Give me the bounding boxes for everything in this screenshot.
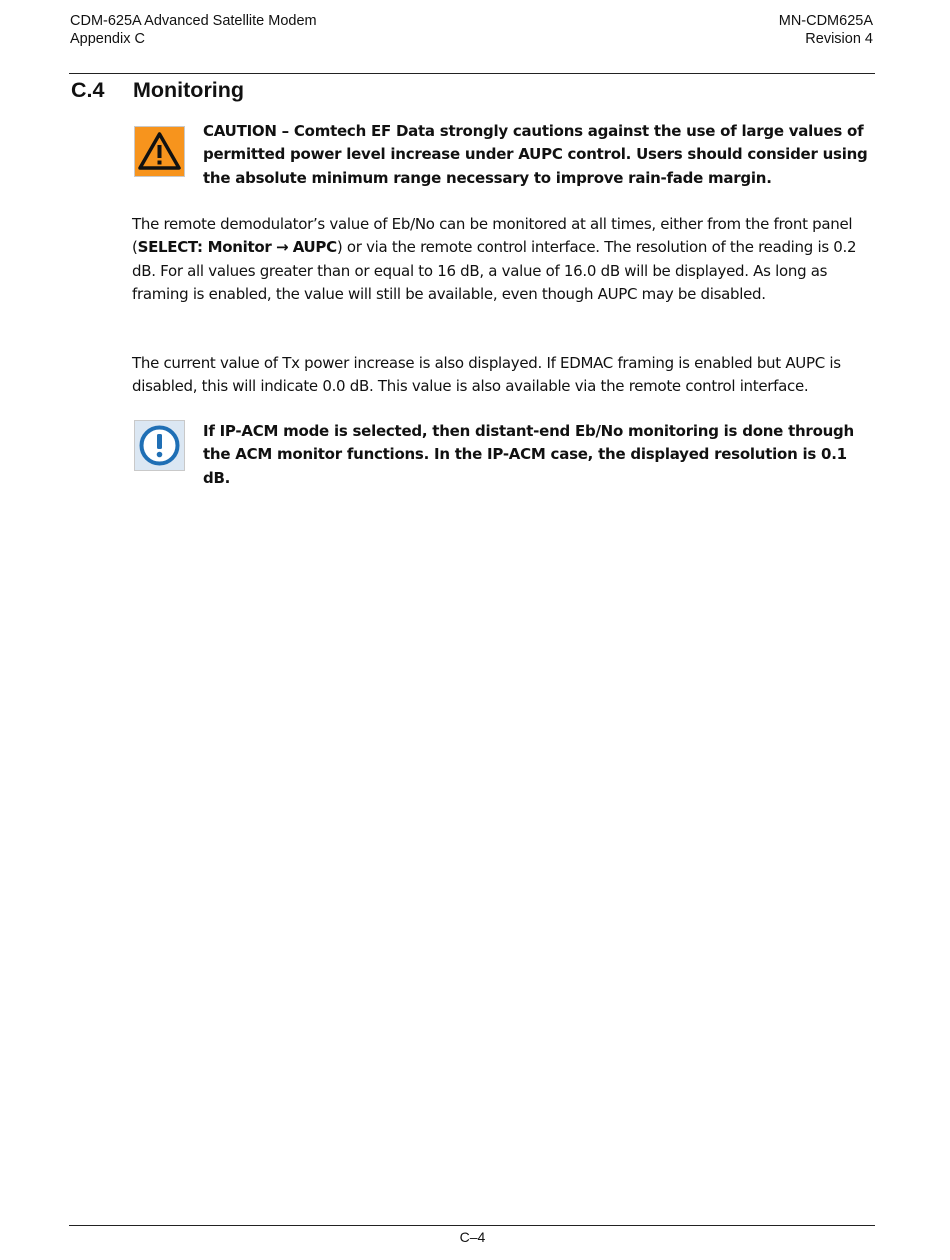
revision-label: Revision 4 xyxy=(805,31,873,47)
doc-number: MN-CDM625A xyxy=(778,13,873,29)
para1-text-start: The remote demodulator’s value of Eb/No can be monitored at all times, either from the front panel ( xyxy=(132,215,853,257)
para1-text-end: ) or via the remote control interface. The resolution of the reading is 0.2 dB. For all values greater than or equal to 16 dB, a value of 16.0 dB will be displayed. As long as framing is enabled, the value will still be available, even though AUPC may be disabled. xyxy=(132,238,857,303)
paragraph-tx-power xyxy=(132,352,872,399)
footer-divider xyxy=(69,1225,875,1226)
header-right xyxy=(779,12,873,48)
appendix-label: Appendix C xyxy=(70,31,145,47)
section-title: Monitoring xyxy=(133,78,245,102)
section-heading xyxy=(71,76,244,104)
arrow-icon: → xyxy=(275,238,289,257)
caution-text: CAUTION – Comtech EF Data strongly cautions against the use of large values of permitted power level increase under AUPC control. Users should consider using the absolute minimum range necessary to improve rain-fade margin. xyxy=(203,122,868,187)
page-number: C–4 xyxy=(459,1229,486,1245)
important-text: If IP-ACM mode is selected, then distant-end Eb/No monitoring is done through the ACM monitor functions. In the IP-ACM case, the displayed resolution is 0.1 dB. xyxy=(203,422,854,487)
paragraph-eb-no xyxy=(132,213,872,306)
header-divider xyxy=(69,73,875,74)
header-left xyxy=(70,12,317,48)
doc-title: CDM-625A Advanced Satellite Modem xyxy=(70,13,317,29)
para2-text: The current value of Tx power increase is also displayed. If EDMAC framing is enabled but AUPC is disabled, this will indicate 0.0 dB. This value is also available via the remote control interface. xyxy=(132,354,841,396)
exclamation-circle-icon xyxy=(134,420,185,471)
warning-triangle-icon xyxy=(134,126,185,177)
menu-path-aupc: AUPC xyxy=(292,238,337,257)
menu-path-select: SELECT: Monitor xyxy=(137,238,272,257)
section-number: C.4 xyxy=(71,78,105,102)
